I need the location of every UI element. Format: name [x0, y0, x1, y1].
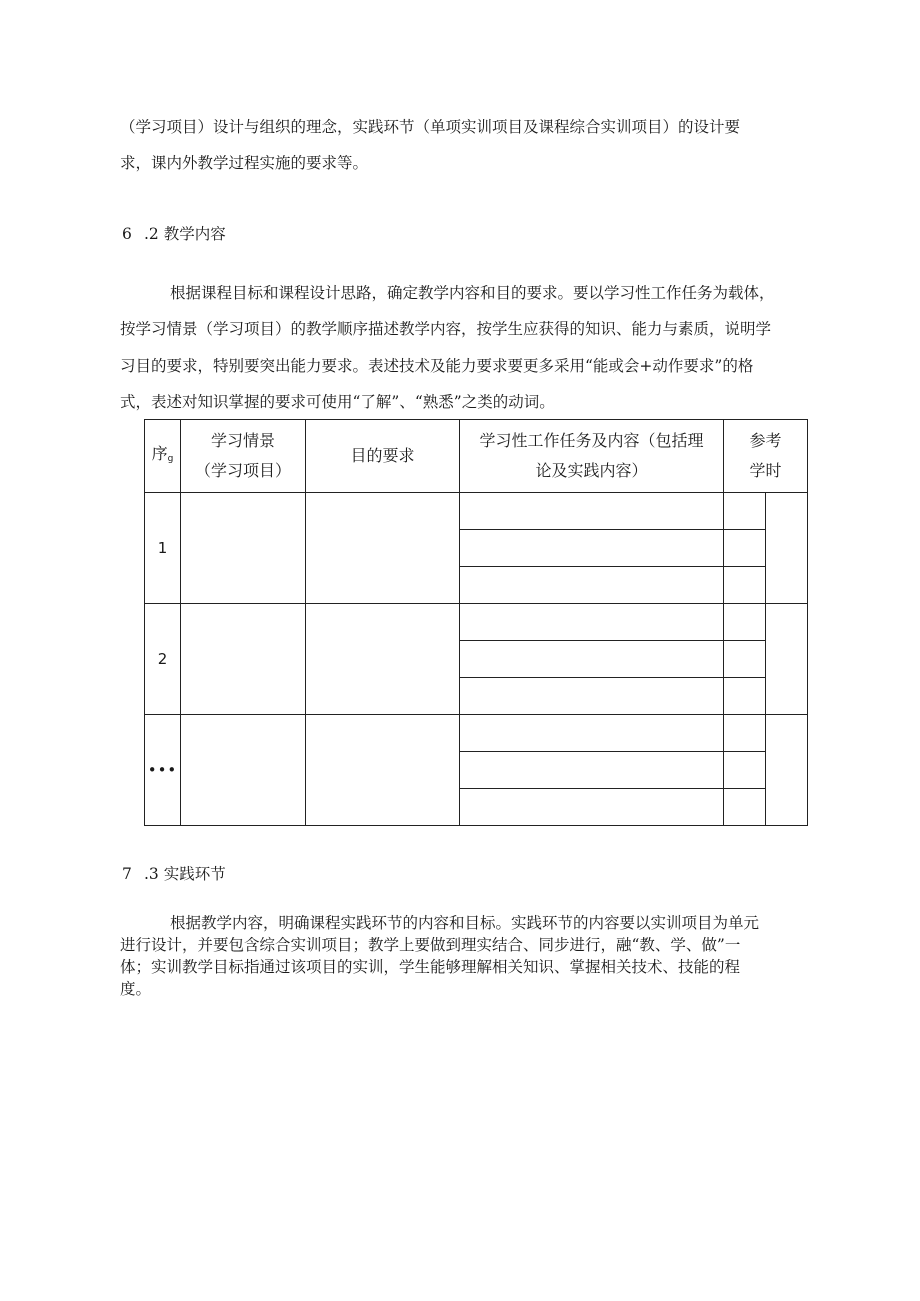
row-task-cell: [460, 715, 724, 752]
row-hours-cell: [724, 678, 766, 715]
row-task-cell: [460, 604, 724, 641]
row-hours-cell: [724, 604, 766, 641]
para-73-line-1: 根据教学内容，明确课程实践环节的内容和目标。实践环节的内容要以实训项目为单元: [170, 914, 760, 932]
row-extra-cell: [766, 493, 808, 604]
row-hours-cell: [724, 715, 766, 752]
table-row: [145, 604, 808, 641]
section-heading-teaching-content: [122, 224, 226, 244]
row-task-cell: [460, 641, 724, 678]
para-73-line-2: 进行设计，并要包含综合实训项目；教学上要做到理实结合、同步进行，融“教、学、做”一: [120, 936, 741, 954]
table-header-row: [145, 420, 808, 493]
table-row: [145, 493, 808, 530]
row-task-cell: [460, 678, 724, 715]
row-task-cell: [460, 789, 724, 826]
row-seq: •••: [145, 715, 181, 826]
row-situation-cell: [181, 715, 306, 826]
row-hours-cell: [724, 567, 766, 604]
section-number: 6: [122, 225, 132, 243]
row-seq: 2: [145, 604, 181, 715]
row-hours-cell: [724, 789, 766, 826]
header-reference-hours: 参考 学时: [724, 420, 808, 493]
para-73-line-4: 度。: [120, 980, 152, 998]
para-73-line-3: 体；实训教学目标指通过该项目的实训，学生能够理解相关知识、掌握相关技术、技能的程: [120, 958, 741, 976]
row-hours-cell: [724, 752, 766, 789]
header-seq: 序g: [145, 420, 181, 493]
row-task-cell: [460, 567, 724, 604]
header-seq-mark: g: [167, 453, 174, 464]
header-work-tasks: 学习性工作任务及内容（包括理 论及实践内容）: [460, 420, 724, 493]
row-extra-cell: [766, 715, 808, 826]
section-title: .2 教学内容: [144, 225, 226, 243]
row-goal-cell: [306, 715, 460, 826]
intro-line-1: （学习项目）设计与组织的理念，实践环节（单项实训项目及课程综合实训项目）的设计要: [120, 118, 741, 136]
para-62-line-4: 式，表述对知识掌握的要求可使用“了解”、“熟悉”之类的动词。: [120, 393, 555, 411]
header-learning-situation: 学习情景 （学习项目）: [181, 420, 306, 493]
header-goal-requirements: 目的要求: [306, 420, 460, 493]
row-situation-cell: [181, 493, 306, 604]
para-62-line-2: 按学习情景（学习项目）的教学顺序描述教学内容，按学生应获得的知识、能力与素质，说明学: [120, 320, 772, 338]
row-goal-cell: [306, 493, 460, 604]
section-heading-practice: [122, 864, 226, 884]
row-task-cell: [460, 493, 724, 530]
row-task-cell: [460, 530, 724, 567]
intro-line-2: 求，课内外教学过程实施的要求等。: [120, 154, 369, 172]
row-task-cell: [460, 752, 724, 789]
table-row: [145, 715, 808, 752]
para-62-line-1: 根据课程目标和课程设计思路，确定教学内容和目的要求。要以学习性工作任务为载体，: [170, 284, 775, 302]
row-hours-cell: [724, 493, 766, 530]
row-seq: 1: [145, 493, 181, 604]
row-situation-cell: [181, 604, 306, 715]
row-goal-cell: [306, 604, 460, 715]
row-hours-cell: [724, 530, 766, 567]
row-hours-cell: [724, 641, 766, 678]
para-62-line-3: 习目的要求，特别要突出能力要求。表述技术及能力要求要更多采用“能或会+动作要求”的格: [120, 357, 754, 375]
row-extra-cell: [766, 604, 808, 715]
teaching-content-table: [144, 419, 808, 826]
section-title: .3 实践环节: [144, 865, 226, 883]
section-number: 7: [122, 865, 132, 883]
